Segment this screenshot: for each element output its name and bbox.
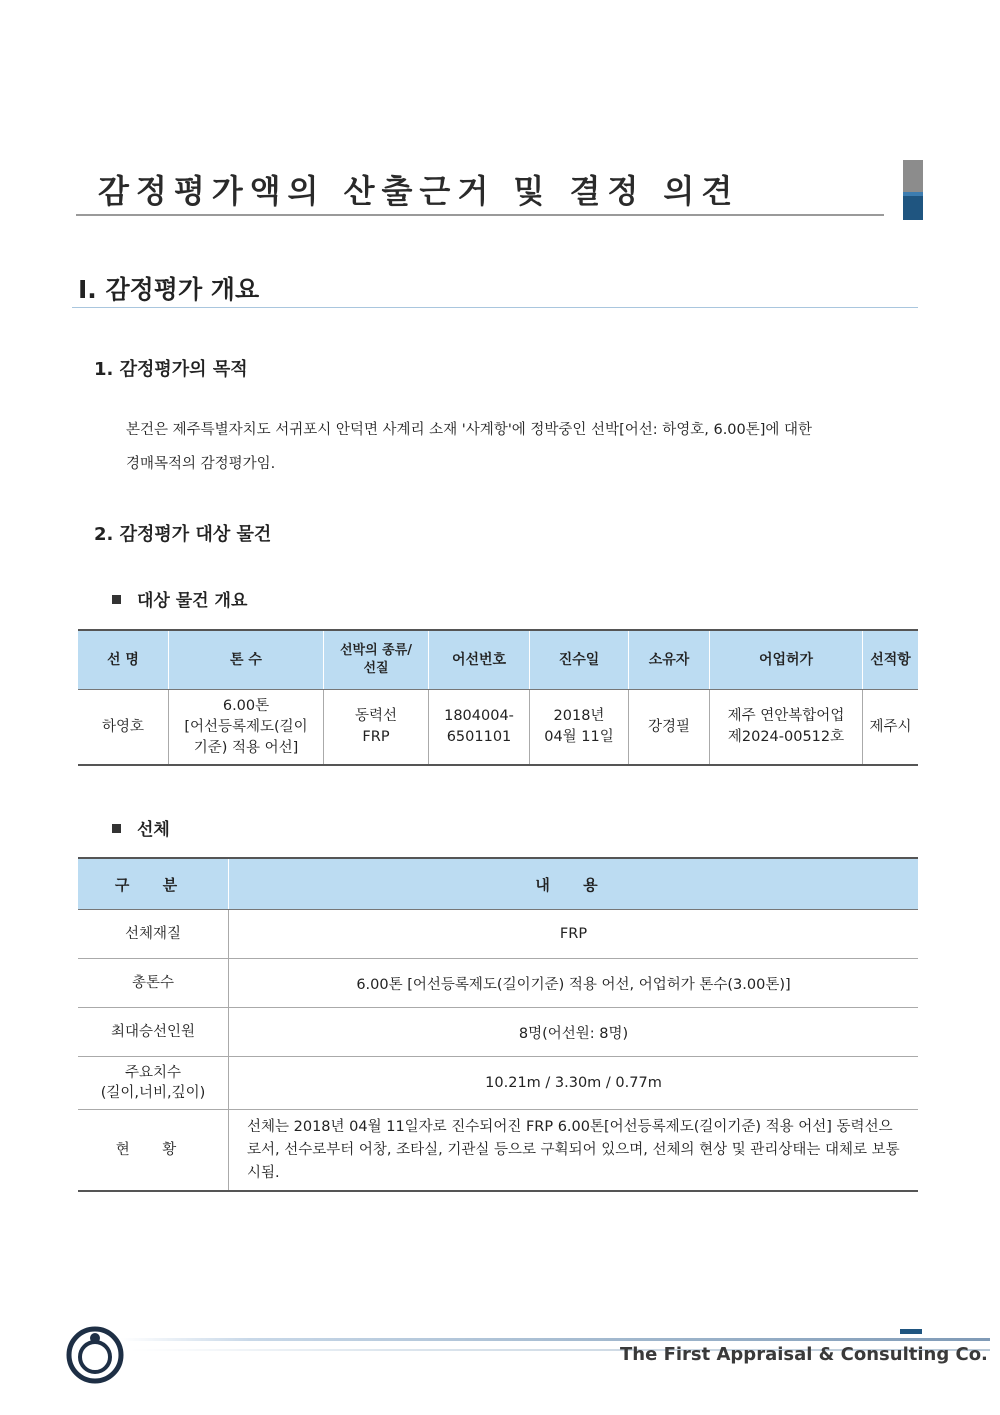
header-owner: 소유자 xyxy=(629,630,710,690)
header-launch-date: 진수일 xyxy=(530,630,629,690)
table-row xyxy=(78,959,918,1008)
cell-tonnage: 6.00톤 [어선등록제도(길이 기준) 적용 어선] xyxy=(169,690,324,766)
cell-vessel-name: 하영호 xyxy=(101,718,145,735)
purpose-text-line1: 본건은 제주특별자치도 서귀포시 안덕면 사계리 소재 '사계항'에 정박중인 선박[어선: 하영호, 6.00톤]에 대한 xyxy=(126,422,813,438)
cell-owner: 강경필 xyxy=(629,690,710,766)
header-tonnage: 톤 수 xyxy=(169,630,324,690)
section-heading: Ⅰ. 감정평가 개요 xyxy=(78,275,260,304)
header-vessel-number: 어선번호 xyxy=(429,630,530,690)
table-header-row xyxy=(78,858,918,910)
cell-key-material: 선체재질 xyxy=(78,910,229,959)
title-divider xyxy=(76,214,884,216)
cell-value-max-crew: 8명(어선원: 8명) xyxy=(229,1008,919,1057)
footer-line xyxy=(120,1338,990,1341)
overview-label-text: 대상 물건 개요 xyxy=(137,591,248,611)
header-vessel-name: 선 명 xyxy=(78,630,169,690)
cell-key-dimensions: 주요치수 (길이,너비,깊이) xyxy=(78,1057,229,1110)
cell-key-max-crew: 최대승선인원 xyxy=(78,1008,229,1057)
cell-key-gross-tonnage: 총톤수 xyxy=(78,959,229,1008)
cell-value-status: 선체는 2018년 04월 11일자로 진수되어진 FRP 6.00톤[어선등록제도(길이기준) 적용 어선] 동력선으로서, 선수로부터 어창, 조타실, 기관실 등으로 구획되어 있으며, 선체의 현상 및 관리상태는 대체로 보통시됨. xyxy=(247,1118,900,1181)
page-title: 감정평가액의 산출근거 및 결정 의견 xyxy=(98,172,740,210)
section-divider xyxy=(72,307,918,308)
hull-label xyxy=(112,815,170,840)
table-header-row xyxy=(78,630,918,690)
table-row xyxy=(78,690,918,766)
header-category: 구 분 xyxy=(78,858,229,910)
overview-label xyxy=(112,586,247,611)
title-accent-bar-blue xyxy=(903,192,923,196)
header-content: 내 용 xyxy=(229,858,919,910)
square-bullet-icon xyxy=(112,595,121,604)
hull-table xyxy=(78,857,918,1192)
table-row xyxy=(78,910,918,959)
purpose-text-line2: 경매목적의 감정평가임. xyxy=(126,456,276,472)
header-vessel-type: 선박의 종류/ 선질 xyxy=(324,630,429,690)
cell-launch-date: 2018년 04월 11일 xyxy=(530,690,629,766)
table-row xyxy=(78,1008,918,1057)
target-heading: 2. 감정평가 대상 물건 xyxy=(94,524,272,545)
footer-company-name: The First Appraisal & Consulting Co. xyxy=(620,1344,988,1365)
cell-value-gross-tonnage: 6.00톤 [어선등록제도(길이기준) 적용 어선, 어업허가 톤수(3.00톤)] xyxy=(229,959,919,1008)
table-row xyxy=(78,1110,918,1192)
square-bullet-icon xyxy=(112,824,121,833)
cell-value-material: FRP xyxy=(229,910,919,959)
cell-fishing-license: 제주 연안복합어업 제2024-00512호 xyxy=(710,690,863,766)
cell-home-port: 제주시 xyxy=(863,690,919,766)
cell-value-dimensions: 10.21m / 3.30m / 0.77m xyxy=(229,1057,919,1110)
header-fishing-license: 어업허가 xyxy=(710,630,863,690)
purpose-heading: 1. 감정평가의 목적 xyxy=(94,359,248,380)
cell-vessel-type: 동력선 FRP xyxy=(324,690,429,766)
vessel-overview-table xyxy=(78,629,918,766)
company-logo-icon xyxy=(66,1326,124,1384)
title-accent-bar-gray xyxy=(903,160,923,192)
cell-key-status: 현 황 xyxy=(78,1110,229,1192)
footer-accent-bar xyxy=(900,1329,922,1334)
hull-label-text: 선체 xyxy=(137,820,170,840)
table-row xyxy=(78,1057,918,1110)
header-home-port: 선적항 xyxy=(863,630,919,690)
cell-vessel-number: 1804004- 6501101 xyxy=(429,690,530,766)
